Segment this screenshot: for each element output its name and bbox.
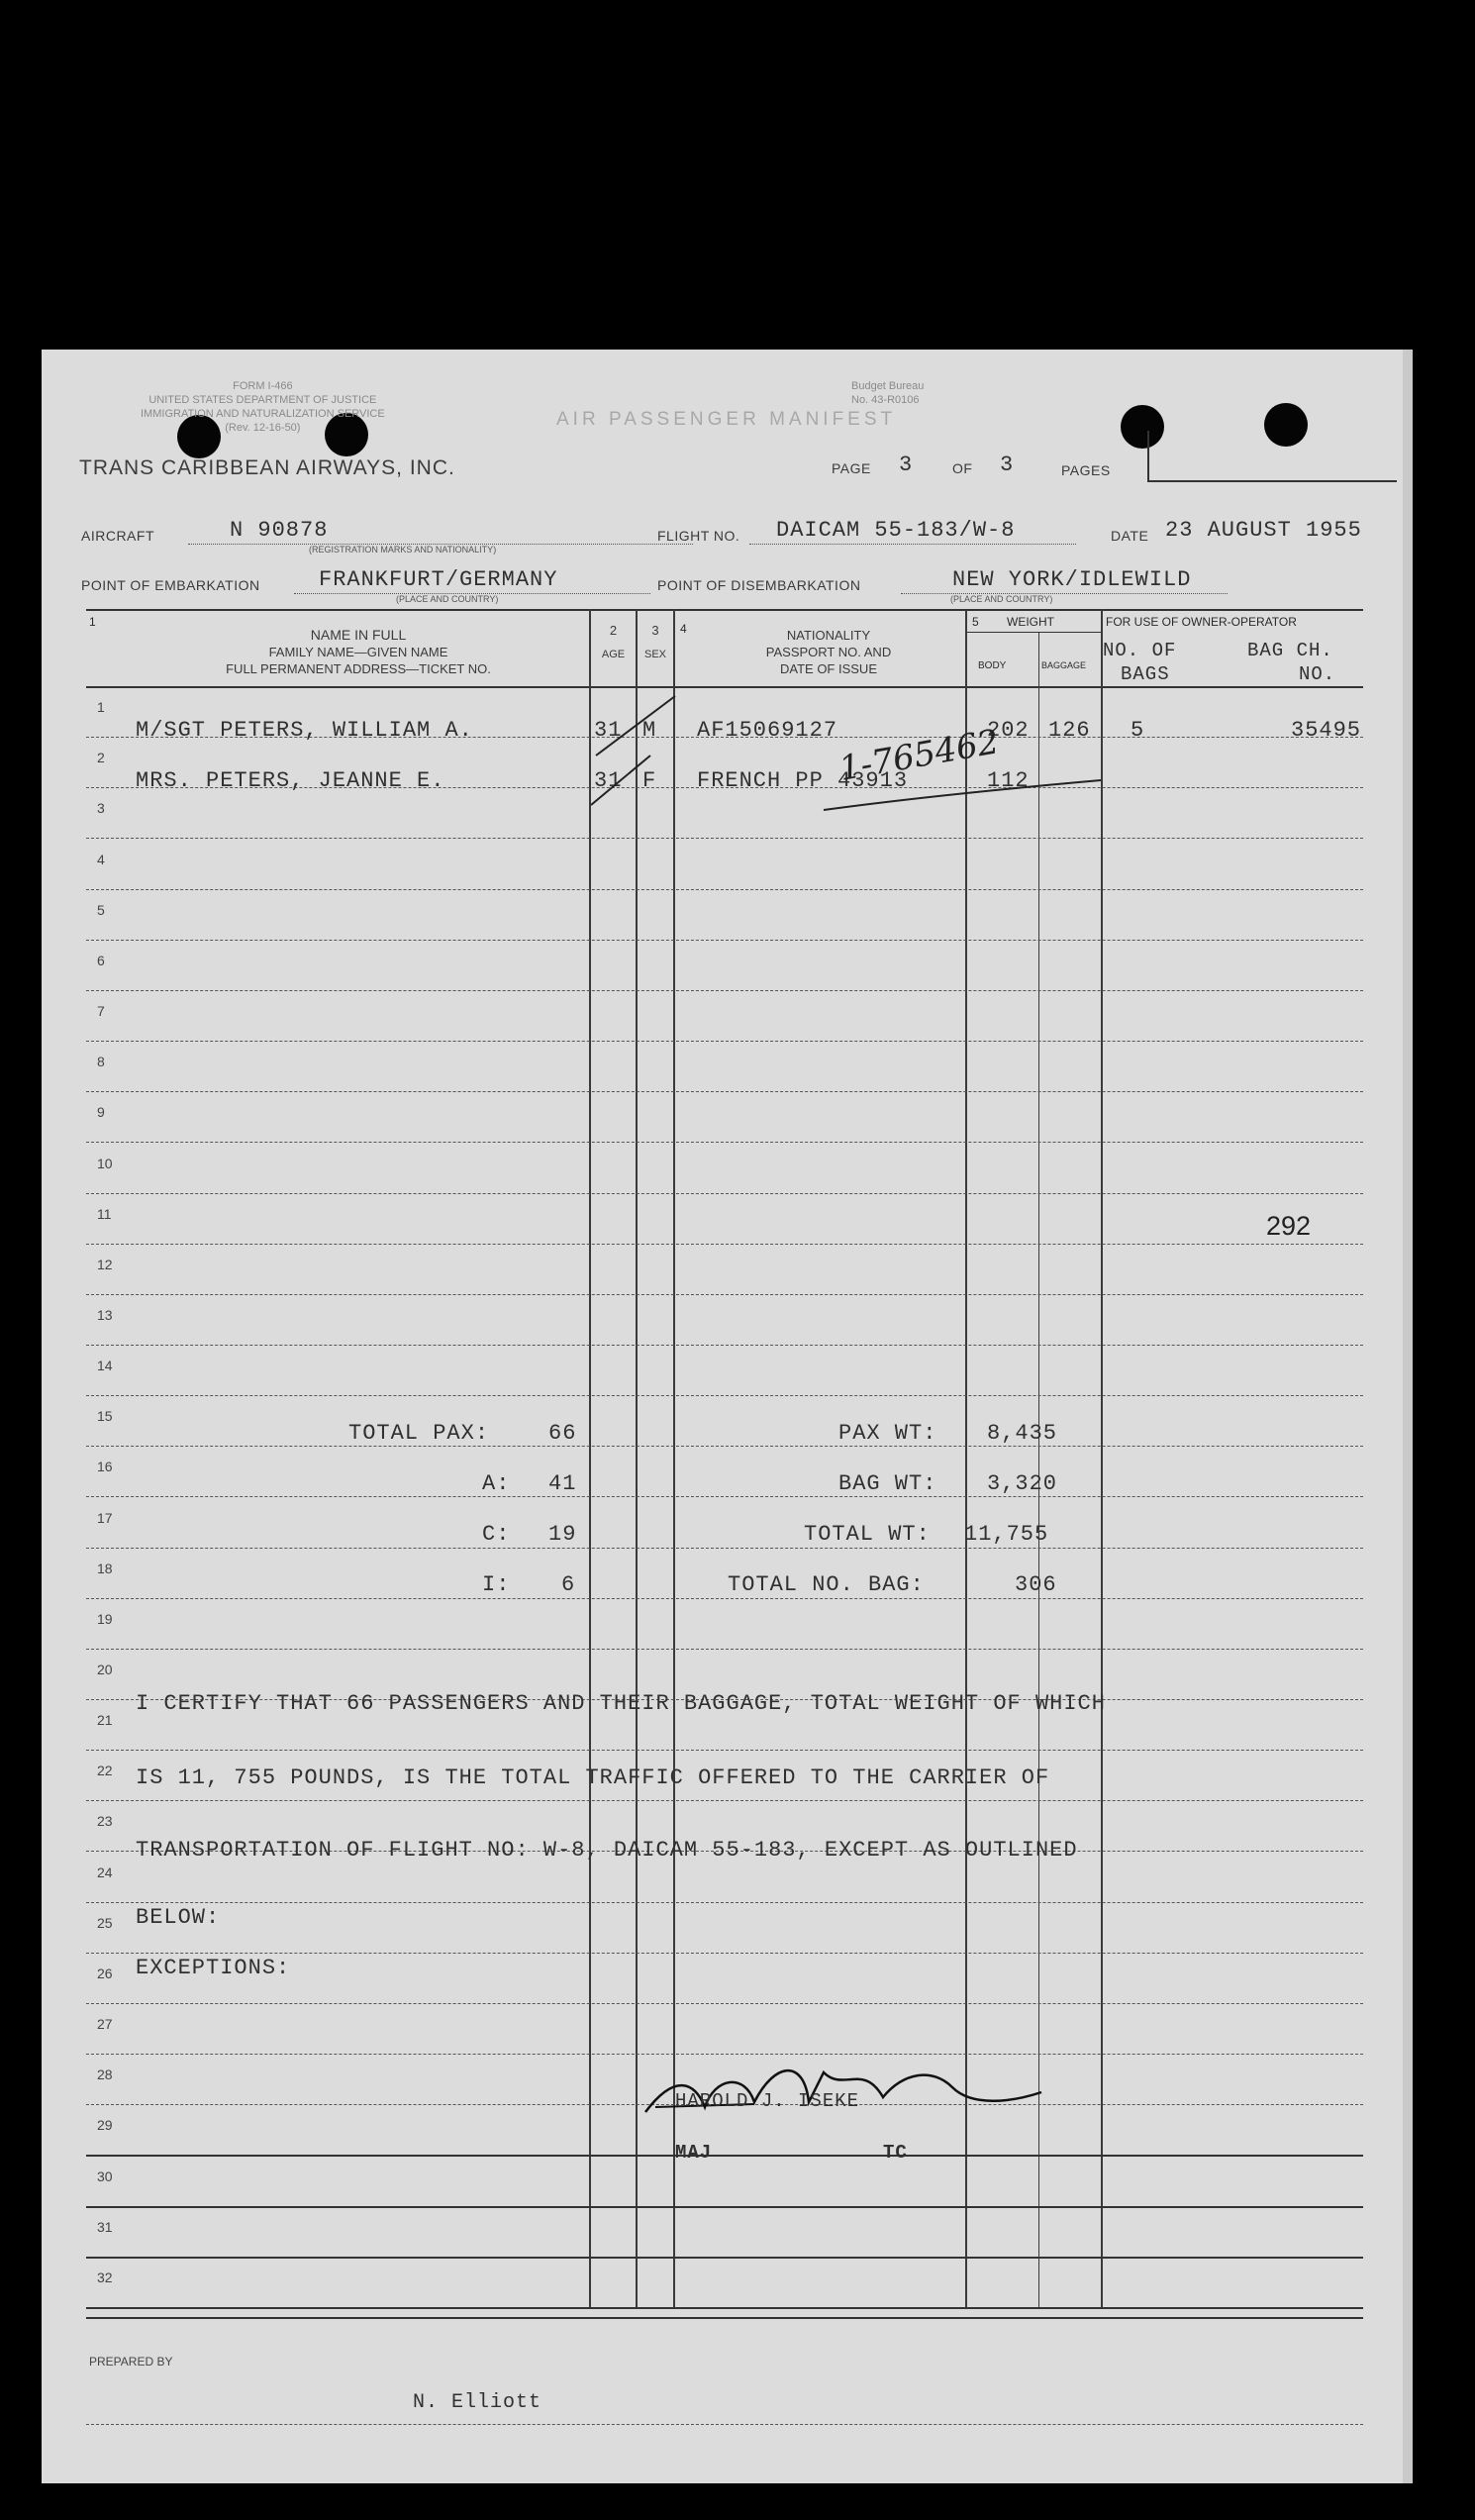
row-number: 22 bbox=[97, 1763, 113, 1779]
total-bags-label: TOTAL NO. BAG: bbox=[728, 1572, 925, 1597]
bag-check-header-line: BAG CH. bbox=[1247, 640, 1333, 661]
footer-border bbox=[86, 2317, 1363, 2319]
bag-weight-value: 3,320 bbox=[987, 1471, 1058, 1496]
certification-line: TRANSPORTATION OF FLIGHT NO: W-8, DAICAM 55-183, EXCEPT AS OUTLINED bbox=[136, 1838, 1078, 1863]
aircraft-sublabel: (REGISTRATION MARKS AND NATIONALITY) bbox=[309, 545, 497, 554]
passenger-passport: FRENCH PP 43913 bbox=[697, 768, 909, 793]
row-number: 12 bbox=[97, 1256, 113, 1272]
row-number: 7 bbox=[97, 1003, 105, 1020]
flight-number: DAICAM 55-183/W-8 bbox=[776, 518, 1016, 543]
row-number: 29 bbox=[97, 2117, 113, 2134]
margin-number: 292 bbox=[1266, 1211, 1312, 1241]
form-id-line: FORM I-466 bbox=[233, 380, 293, 392]
row-line bbox=[86, 1902, 1363, 1903]
manifest-title: AIR PASSENGER MANIFEST bbox=[556, 409, 897, 430]
row-number: 31 bbox=[97, 2218, 113, 2235]
certification-line: BELOW: bbox=[136, 1905, 221, 1930]
pax-weight-value: 8,435 bbox=[987, 1421, 1058, 1446]
signer-branch: TC bbox=[883, 2142, 908, 2164]
passenger-body-weight: 202 bbox=[987, 718, 1030, 743]
adults-label: A: bbox=[482, 1471, 511, 1496]
col-sex-label: SEX bbox=[643, 649, 666, 660]
row-line bbox=[86, 1294, 1363, 1295]
column-divider bbox=[1101, 609, 1103, 2307]
passenger-passport: AF15069127 bbox=[697, 718, 838, 743]
row-number: 18 bbox=[97, 1560, 113, 1576]
row-number: 20 bbox=[97, 1662, 113, 1677]
embarkation-value: FRANKFURT/GERMANY bbox=[319, 567, 558, 592]
infants-value: 6 bbox=[561, 1572, 576, 1597]
passenger-body-weight: 112 bbox=[987, 768, 1030, 793]
weight-subheader-rule bbox=[965, 632, 1101, 633]
row-number: 25 bbox=[97, 1914, 113, 1931]
row-number: 5 bbox=[97, 901, 105, 918]
signer-name: HAROLD J. ISEKE bbox=[675, 2090, 860, 2112]
column-divider bbox=[589, 609, 591, 2307]
flight-label: FLIGHT NO. bbox=[657, 528, 740, 544]
aircraft-value: N 90878 bbox=[230, 518, 329, 543]
prepared-by-name: N. Elliott bbox=[413, 2391, 542, 2414]
bags-header-line: BAGS bbox=[1121, 663, 1170, 685]
signer-rank: MAJ bbox=[675, 2142, 713, 2164]
row-line bbox=[86, 2206, 1363, 2208]
certification-line: I CERTIFY THAT 66 PASSENGERS AND THEIR BAGGAGE, TOTAL WEIGHT OF WHICH bbox=[136, 1691, 1106, 1716]
row-number: 26 bbox=[97, 1965, 113, 1981]
passenger-name: M/SGT PETERS, WILLIAM A. bbox=[136, 718, 473, 743]
form-id-line: UNITED STATES DEPARTMENT OF JUSTICE bbox=[148, 394, 377, 406]
row-line bbox=[86, 990, 1363, 991]
total-weight-label: TOTAL WT: bbox=[804, 1522, 931, 1547]
row-line bbox=[86, 1598, 1363, 1599]
bag-check-header-line: NO. bbox=[1299, 663, 1336, 685]
disembarkation-sublabel: (PLACE AND COUNTRY) bbox=[950, 594, 1053, 604]
col-weight-label: WEIGHT bbox=[1007, 615, 1054, 629]
col1-number: 1 bbox=[89, 615, 96, 629]
col-age-number: 2 bbox=[609, 623, 618, 638]
form-id-line: IMMIGRATION AND NATURALIZATION SERVICE bbox=[141, 408, 385, 420]
pages-label: PAGES bbox=[1061, 462, 1111, 478]
row-number: 17 bbox=[97, 1509, 113, 1526]
check-marks bbox=[576, 676, 685, 815]
manifest-sheet bbox=[42, 350, 1413, 2483]
form-id-line: (Rev. 12-16-50) bbox=[225, 422, 301, 434]
total-bags-value: 306 bbox=[1015, 1572, 1057, 1597]
row-number: 30 bbox=[97, 2167, 113, 2184]
col-age-label: AGE bbox=[601, 649, 626, 660]
passenger-sex: F bbox=[642, 768, 657, 793]
row-number: 27 bbox=[97, 2016, 113, 2033]
passenger-name: MRS. PETERS, JEANNE E. bbox=[136, 768, 445, 793]
budget-bureau-note bbox=[851, 379, 924, 407]
budget-line: No. 43-R0106 bbox=[851, 394, 920, 406]
col-sex-header bbox=[638, 622, 673, 663]
page-label: PAGE bbox=[832, 460, 871, 476]
col-nationality-line: NATIONALITY bbox=[786, 628, 871, 643]
carrier-name: TRANS CARIBBEAN AIRWAYS, INC. bbox=[79, 456, 455, 479]
row-number: 24 bbox=[97, 1864, 113, 1880]
row-line bbox=[86, 1395, 1363, 1396]
prepared-by-label: PREPARED BY bbox=[89, 2355, 173, 2369]
row-line bbox=[86, 1244, 1363, 1245]
col-nationality-line: DATE OF ISSUE bbox=[780, 661, 877, 676]
passenger-claim-number: 35495 bbox=[1291, 718, 1362, 743]
handwritten-ticket-number: 1-765462 bbox=[836, 722, 1003, 789]
row-line bbox=[86, 1345, 1363, 1346]
disembarkation-value: NEW YORK/IDLEWILD bbox=[952, 567, 1192, 592]
col4-number: 4 bbox=[680, 622, 687, 636]
page-box bbox=[1147, 431, 1397, 482]
row-line bbox=[86, 2155, 1363, 2157]
date-value: 23 AUGUST 1955 bbox=[1165, 518, 1362, 543]
row-line bbox=[86, 1193, 1363, 1194]
row-number: 15 bbox=[97, 1408, 113, 1425]
row-number: 4 bbox=[97, 851, 105, 867]
row-line bbox=[86, 1446, 1363, 1447]
infants-label: I: bbox=[482, 1572, 511, 1597]
passenger-age: 31 bbox=[594, 718, 623, 743]
form-identifier bbox=[141, 379, 385, 435]
row-line bbox=[86, 1800, 1363, 1801]
row-number: 16 bbox=[97, 1459, 113, 1475]
bag-check-header bbox=[1247, 639, 1396, 686]
row-number: 14 bbox=[97, 1358, 113, 1374]
handwritten-underline bbox=[814, 741, 1111, 820]
col-age-header bbox=[591, 622, 636, 663]
passenger-bag-weight: 126 bbox=[1048, 718, 1091, 743]
page-of-label: OF bbox=[952, 460, 973, 476]
children-value: 19 bbox=[548, 1522, 577, 1547]
col-sex-number: 3 bbox=[651, 623, 659, 638]
row-number: 21 bbox=[97, 1712, 113, 1729]
row-number: 2 bbox=[97, 750, 105, 766]
pax-weight-label: PAX WT: bbox=[838, 1421, 937, 1446]
col-name-header-line: NAME IN FULL bbox=[310, 627, 407, 643]
page-current: 3 bbox=[899, 453, 914, 477]
passenger-bags-count: 5 bbox=[1131, 718, 1145, 743]
row-line bbox=[86, 2307, 1363, 2309]
owner-use-label: FOR USE OF OWNER-OPERATOR bbox=[1106, 615, 1297, 629]
row-line bbox=[86, 1496, 1363, 1497]
table-top-border bbox=[86, 609, 1363, 611]
col-body-label: BODY bbox=[978, 660, 1007, 671]
col5-number: 5 bbox=[972, 615, 979, 629]
exceptions-label: EXCEPTIONS: bbox=[136, 1956, 291, 1980]
aircraft-label: AIRCRAFT bbox=[81, 528, 154, 544]
footer-rule bbox=[86, 2424, 1363, 2425]
row-number: 8 bbox=[97, 1054, 105, 1070]
row-line bbox=[86, 940, 1363, 941]
row-number: 11 bbox=[97, 1205, 112, 1222]
certification-line: IS 11, 755 POUNDS, IS THE TOTAL TRAFFIC OFFERED TO THE CARRIER OF bbox=[136, 1765, 1050, 1790]
bags-header-line: NO. OF bbox=[1103, 640, 1177, 661]
row-line bbox=[86, 1548, 1363, 1549]
col-name-header bbox=[141, 627, 576, 677]
row-line bbox=[86, 1142, 1363, 1143]
disembarkation-label: POINT OF DISEMBARKATION bbox=[657, 577, 861, 593]
row-line bbox=[86, 1649, 1363, 1650]
bag-weight-label: BAG WT: bbox=[838, 1471, 937, 1496]
row-line bbox=[86, 1750, 1363, 1751]
row-number: 3 bbox=[97, 800, 105, 817]
adults-value: 41 bbox=[548, 1471, 577, 1496]
row-line bbox=[86, 889, 1363, 890]
row-line bbox=[86, 1091, 1363, 1092]
table-header-border bbox=[86, 686, 1363, 688]
embarkation-sublabel: (PLACE AND COUNTRY) bbox=[396, 594, 499, 604]
row-line bbox=[86, 838, 1363, 839]
col-name-header-line: FAMILY NAME—GIVEN NAME bbox=[268, 645, 448, 659]
budget-line: Budget Bureau bbox=[851, 380, 925, 392]
col-baggage-label: BAGGAGE bbox=[1041, 660, 1087, 670]
col-name-header-line: FULL PERMANENT ADDRESS—TICKET NO. bbox=[226, 661, 491, 676]
row-number: 23 bbox=[97, 1813, 113, 1830]
row-number: 9 bbox=[97, 1104, 105, 1121]
total-weight-value: 11,755 bbox=[964, 1522, 1049, 1547]
row-number: 32 bbox=[97, 2268, 113, 2285]
flight-line bbox=[749, 544, 1076, 545]
passenger-age: 31 bbox=[594, 768, 623, 793]
row-line bbox=[86, 1041, 1363, 1042]
row-line bbox=[86, 2257, 1363, 2259]
row-number: 1 bbox=[97, 699, 105, 716]
row-number: 28 bbox=[97, 2066, 113, 2083]
embarkation-label: POINT OF EMBARKATION bbox=[81, 577, 260, 593]
total-pax-label: TOTAL PAX: bbox=[348, 1421, 490, 1446]
children-label: C: bbox=[482, 1522, 511, 1547]
passenger-sex: M bbox=[642, 718, 657, 743]
page-total: 3 bbox=[1000, 453, 1015, 477]
col-nationality-header bbox=[695, 627, 962, 677]
date-label: DATE bbox=[1111, 528, 1149, 544]
total-pax-value: 66 bbox=[548, 1421, 577, 1446]
row-line bbox=[86, 2003, 1363, 2004]
row-number: 19 bbox=[97, 1610, 113, 1627]
row-line bbox=[86, 1953, 1363, 1954]
row-number: 10 bbox=[97, 1155, 113, 1171]
row-number: 13 bbox=[97, 1306, 113, 1323]
bags-count-header bbox=[1103, 639, 1176, 686]
row-number: 6 bbox=[97, 952, 105, 968]
col-nationality-line: PASSPORT NO. AND bbox=[765, 645, 892, 659]
